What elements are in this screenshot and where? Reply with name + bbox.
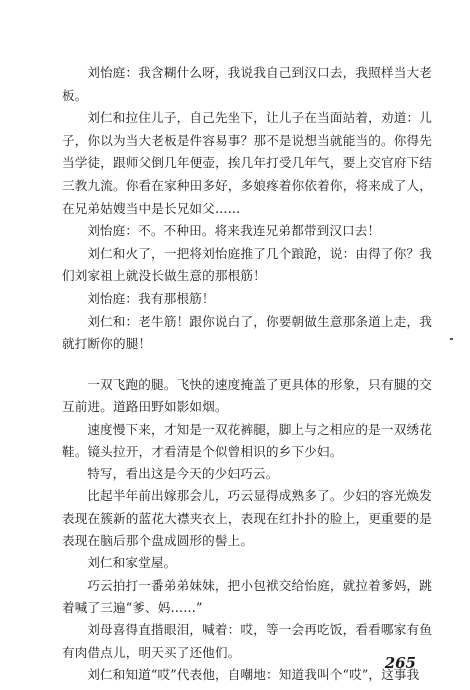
paragraph: 刘仁和火了，一把将刘怡庭推了几个踉跄，说：由得了你？我们刘家祖上就没长做生意的那根筋！: [62, 245, 432, 284]
margin-mark: [450, 338, 453, 340]
paragraph: 刘母喜得直揩眼泪，喊着：哎，等一会再吃饭，看看哪家有鱼有肉借点儿，明天买了还他们。: [62, 622, 432, 660]
paragraph: 特写，看出这是今天的少妇巧云。: [87, 466, 279, 482]
paragraph: 一双飞跑的腿。飞快的速度掩盖了更具体的形象，只有腿的交互前进。道路田野如影如烟。: [62, 377, 432, 415]
paragraph: 刘仁和家堂屋。: [87, 555, 177, 571]
paragraph: 刘怡庭：不。不种田。将来我连兄弟都带到汉口去！: [87, 223, 381, 239]
scene-section: [62, 374, 432, 686]
paragraph: 刘仁和拉住儿子，自己先坐下，让儿子在当面站着，劝道：儿子，你以为当大老板是件容易事？那不是说想当就能当的。你得先当学徒，跟师父倒几年便壶，挨几年打受几年气，要上交官府下结三教九流。你看在家种田多好，多娘疼着你依着你，将来成了人，在兄弟姑嫂当中是长兄如父……: [62, 110, 432, 216]
paragraph: 刘怡庭：我含糊什么呀，我说我自己到汉口去，我照样当大老板。: [62, 65, 432, 103]
paragraph: 刘仁和：老牛筋！跟你说白了，你要朝做生意那条道上走，我就打断你的腿！: [62, 313, 432, 352]
paragraph: 刘仁和知道“哎”代表他，自嘲地：知道我叫个“哎”，这事我: [87, 666, 420, 682]
paragraph: 巧云拍打一番弟弟妹妹，把小包袱交给怡庭，就拉着爹妈，跳着喊了三遍“爹、妈……”: [62, 577, 432, 615]
paragraph: 刘怡庭：我有那根筋！: [87, 290, 215, 306]
dialogue-section: [62, 62, 432, 356]
paragraph: 速度慢下来，才知是一双花裤腿，脚上与之相应的是一双绣花鞋。镜头拉开，才看清是个似曾相识的乡下少妇。: [62, 421, 432, 459]
paragraph: 比起半年前出嫁那会儿，巧云显得成熟多了。少妇的容光焕发表现在簇新的蓝花大襟夹衣上，表现在红扑扑的脸上，更重要的是表现在脑后那个盘成圆形的髻上。: [62, 488, 432, 549]
page-number: 265: [384, 654, 416, 672]
